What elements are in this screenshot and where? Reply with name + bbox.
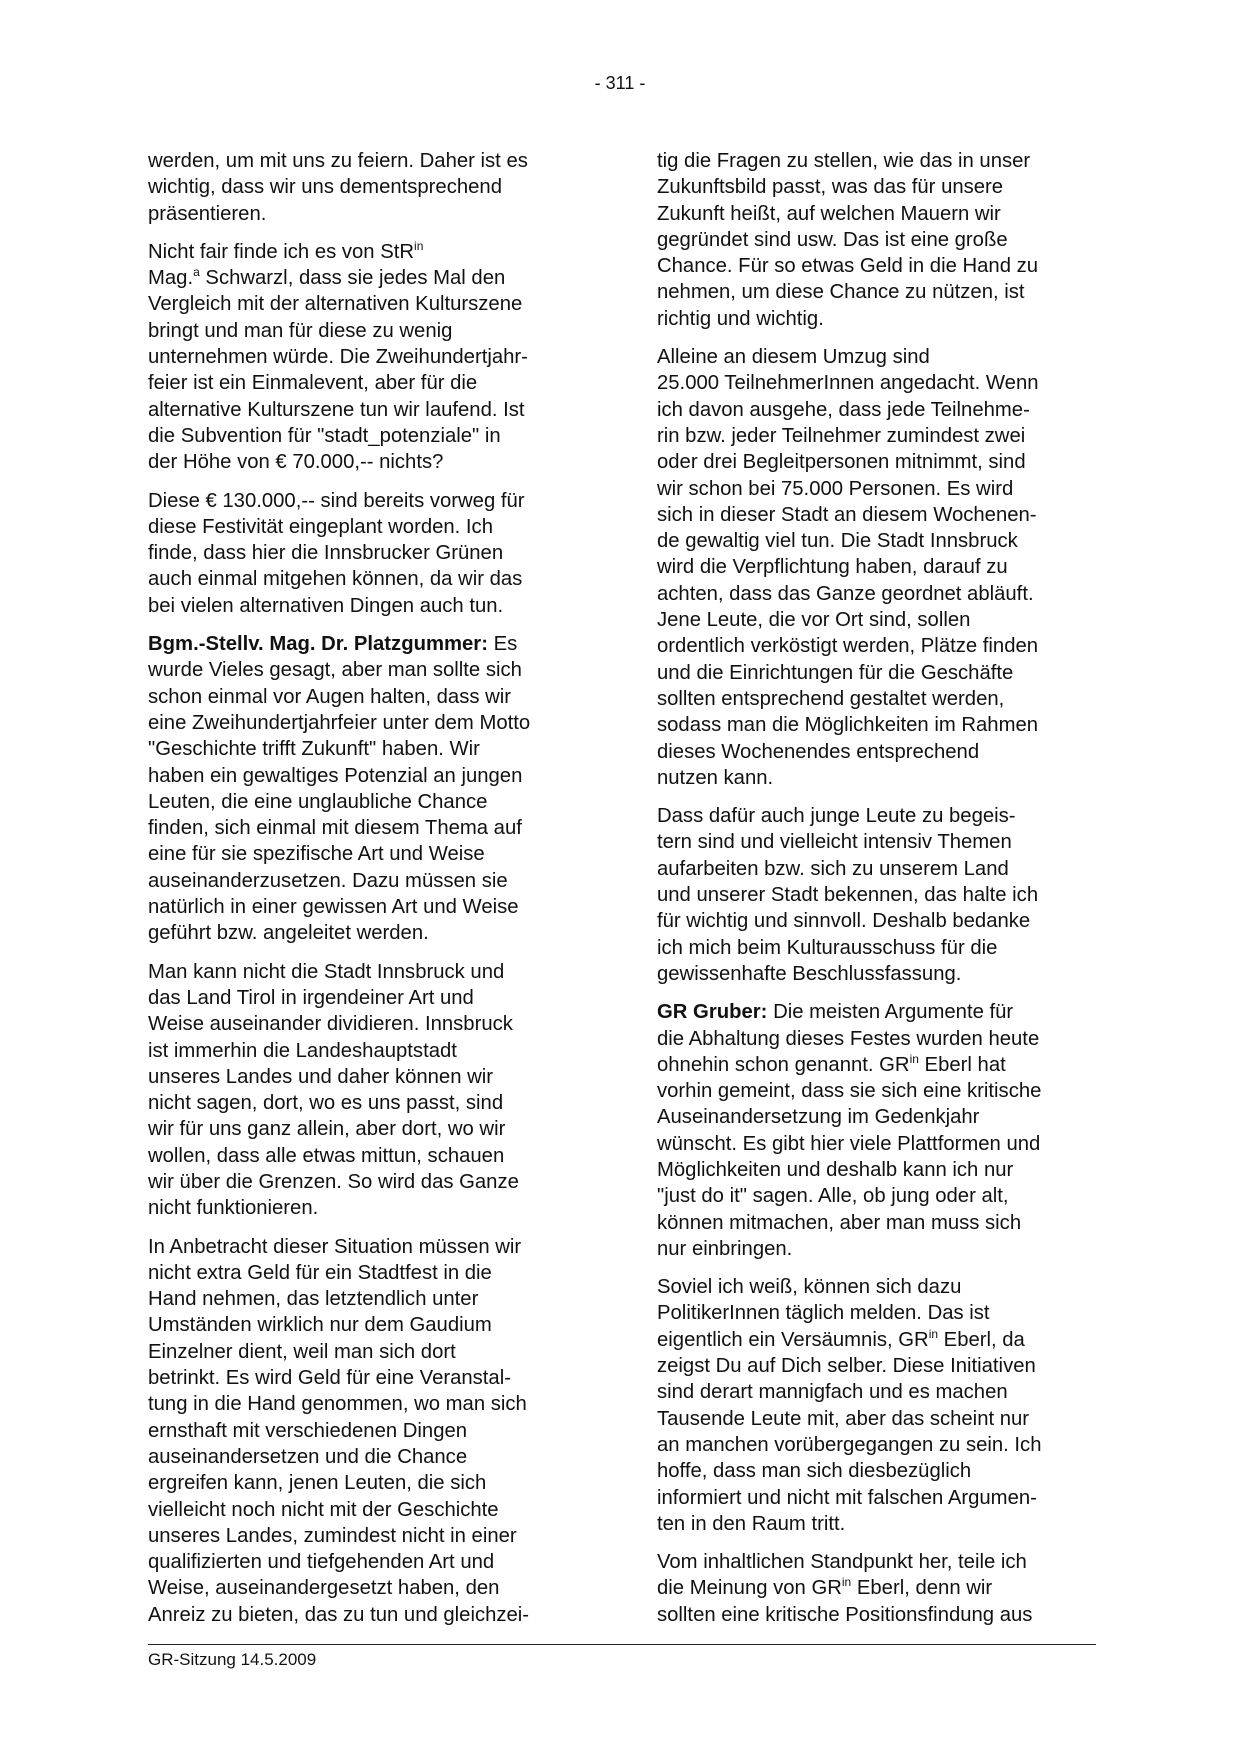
paragraph [148, 488, 588, 619]
paragraph-text: tig die Fragen zu stellen, wie das in unser Zukunftsbild passt, was das für unsere Zukunft heißt, auf welchen Mauern wir gegründet sind usw. Das ist eine große Chance. Für so etwas Geld in die Hand zu nehmen, um diese Chance zu nützen, ist richtig und wichtig. [657, 150, 1039, 330]
paragraph-text: werden, um mit uns zu feiern. Daher ist es wichtig, dass wir uns dementsprechend präsentieren. [148, 150, 528, 225]
paragraph-text: Vom inhaltlichen Standpunkt her, teile ich die Meinung von GR [657, 1551, 1027, 1600]
right-column [657, 148, 1097, 1640]
paragraph [657, 1549, 1097, 1628]
superscript: in [841, 1575, 852, 1590]
footer-session-date: GR-Sitzung 14.5.2009 [148, 1650, 317, 1669]
paragraph-text: Schwarzl, dass sie jedes Mal den Vergleich mit der alternativen Kulturszene bringt und man für diese zu wenig unternehmen würde. Die Zweihundertjahr- feier ist ein Einmalevent, aber für die alternative Kulturszene tun wir laufend. Ist die Subvention für "stadt_potenziale" in der Höhe von € 70.000,-- nichts? [148, 267, 528, 474]
paragraph [657, 803, 1097, 987]
footer-divider [148, 1644, 1096, 1645]
paragraph [148, 959, 588, 1222]
paragraph-text: Man kann nicht die Stadt Innsbruck und das Land Tirol in irgendeiner Art und Weise auseinander dividieren. Innsbruck ist immerhin die Landeshauptstadt unseres Landes und daher können wir nicht sagen, dort, wo es uns passt, sind wir für uns ganz allein, aber dort, wo wir wollen, dass alle etwas mittun, schauen wir über die Grenzen. So wird das Ganze nicht funktionieren. [148, 960, 519, 1220]
paragraph [657, 344, 1097, 791]
paragraph-text: Mag. [148, 267, 194, 290]
paragraph-text: Es wurde Vieles gesagt, aber man sollte sich schon einmal vor Augen halten, dass wir eine Zweihundertjahrfeier unter dem Motto "Geschichte trifft Zukunft" haben. Wir haben ein gewaltiges Potenzial an jungen Leuten, die eine unglaubliche Chance finden, sich einmal mit diesem Thema auf eine für sie spezifische Art und Weise auseinanderzusetzen. Dazu müssen sie natürlich in einer gewissen Art und Weise geführt bzw. angeleitet werden. [148, 633, 531, 945]
paragraph [148, 631, 588, 947]
speaker-name: GR Gruber: [657, 1001, 768, 1024]
superscript: a [193, 265, 200, 280]
paragraph-text: Eberl, da zeigst Du auf Dich selber. Diese Initiativen sind derart mannigfach und es machen Tausende Leute mit, aber das scheint nur an manchen vorübergegangen zu sein. Ich hoffe, dass man sich diesbezüglich informiert und nicht mit falschen Argumen- ten in den Raum tritt. [657, 1328, 1042, 1535]
speaker-name: Bgm.-Stellv. Mag. Dr. Platzgummer: [148, 633, 488, 656]
paragraph-text: Diese € 130.000,-- sind bereits vorweg für diese Festivität eingeplant worden. Ich finde, dass hier die Innsbrucker Grünen auch einmal mitgehen können, da wir das bei vielen alternativen Dingen auch tun. [148, 489, 525, 617]
paragraph-text: Dass dafür auch junge Leute zu begeis- tern sind und vielleicht intensiv Themen aufarbeiten bzw. sich zu unserem Land und unserer Stadt bekennen, das halte ich für wichtig und sinnvoll. Deshalb bedanke ich mich beim Kulturausschuss für die gewissenhafte Beschlussfassung. [657, 805, 1039, 985]
paragraph-text: Nicht fair finde ich es von StR [148, 240, 415, 263]
paragraph [657, 999, 1097, 1262]
paragraph-text: Eberl hat vorhin gemeint, dass sie sich eine kritische Auseinandersetzung im Gedenkjahr wünscht. Es gibt hier viele Plattformen und Möglichkeiten und deshalb kann ich nur "just do it" sagen. Alle, ob jung oder alt, können mitmachen, aber man muss sich nur einbringen. [657, 1053, 1042, 1260]
paragraph-text: Alleine an diesem Umzug sind 25.000 TeilnehmerInnen angedacht. Wenn ich davon ausgehe, dass jede Teilnehme- rin bzw. jeder Teilnehmer zumindest zwei oder drei Begleitpersonen mitnimmt, sind wir schon bei 75.000 Personen. Es wird sich in dieser Stadt an diesem Wochenen- de gewaltig viel tun. Die Stadt Innsbruck wird die Verpflichtung haben, darauf zu achten, dass das Ganze geordnet abläuft. Jene Leute, die vor Ort sind, sollen ordentlich verköstigt werden, Plätze finden und die Einrichtungen für die Geschäfte sollten entsprechend gestaltet werden, sodass man die Möglichkeiten im Rahmen dieses Wochenendes entsprechend nutzen kann. [657, 346, 1039, 789]
paragraph [657, 148, 1097, 332]
superscript: in [909, 1051, 919, 1066]
paragraph [148, 1234, 588, 1628]
paragraph [148, 239, 588, 476]
paragraph-text: In Anbetracht dieser Situation müssen wir nicht extra Geld für ein Stadtfest in die Hand nehmen, das letztendlich unter Umständen wirklich nur dem Gaudium Einzelner dient, weil man sich dort betrinkt. Es wird Geld für eine Veranstal- tung in die Hand genommen, wo man sich ernsthaft mit verschiedenen Dingen auseinandersetzen und die Chance ergreifen kann, jenen Leuten, die sich vielleicht noch nicht mit der Geschichte unseres Landes, zumindest nicht in einer qualifizierten und tiefgehenden Art und Weise, auseinandergesetzt haben, den Anreiz zu bieten, das zu tun und gleichzei- [148, 1235, 530, 1626]
page-number: - 311 - [594, 73, 646, 93]
paragraph-text: Soviel ich weiß, können sich dazu PolitikerInnen täglich melden. Das ist eigentlich ein Versäumnis, GR [657, 1276, 990, 1351]
left-column [148, 148, 588, 1640]
superscript: in [414, 238, 424, 253]
paragraph-text: Eberl, denn wir sollten eine kritische Positionsfindung aus [657, 1577, 1033, 1626]
paragraph-text: Die meisten Argumente für die Abhaltung dieses Festes wurden heute ohnehin schon genannt. GR [657, 1001, 1040, 1076]
paragraph [657, 1274, 1097, 1537]
paragraph [148, 148, 588, 227]
superscript: in [928, 1326, 939, 1341]
